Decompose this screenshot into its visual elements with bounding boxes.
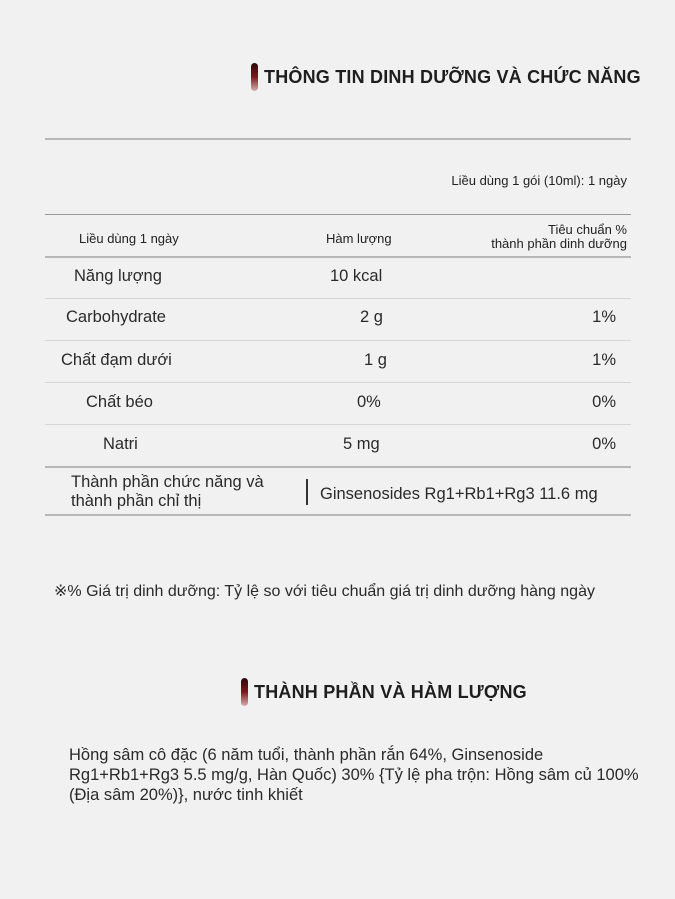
row-divider xyxy=(45,340,631,341)
nutrition-section-heading xyxy=(251,63,641,91)
table-row-amount: 1 g xyxy=(364,351,387,369)
table-row-name: Carbohydrate xyxy=(66,308,166,326)
serving-note: Liều dùng 1 gói (10ml): 1 ngày xyxy=(451,173,627,188)
table-row-amount: 5 mg xyxy=(343,435,380,453)
table-row-percent: 0% xyxy=(592,435,616,453)
table-row-amount: 10 kcal xyxy=(330,267,383,285)
ingredients-text: Hồng sâm cô đặc (6 năm tuổi, thành phần rắn 64%, Ginsenoside Rg1+Rb1+Rg3 5.5 mg/g, Hàn Quốc) 30% {Tỷ lệ pha trộn: Hồng sâm củ 100% (Địa sâm 20%)}, nước tinh khiết xyxy=(69,746,639,804)
functional-value: Ginsenosides Rg1+Rb1+Rg3 11.6 mg xyxy=(320,485,598,503)
table-bottom-divider xyxy=(45,514,631,516)
top-divider xyxy=(45,138,631,140)
table-row-amount: 0% xyxy=(357,393,381,411)
column-header-dose: Liều dùng 1 ngày xyxy=(79,231,179,246)
table-row-name: Năng lượng xyxy=(74,267,162,285)
header-top-divider xyxy=(45,214,631,215)
functional-label-line1: Thành phần chức năng và xyxy=(71,473,264,491)
functional-separator xyxy=(306,479,308,505)
ingredients-section-title: THÀNH PHẦN VÀ HÀM LƯỢNG xyxy=(254,681,527,702)
row-divider xyxy=(45,298,631,299)
table-row-percent: 1% xyxy=(592,351,616,369)
functional-label-line2: thành phần chỉ thị xyxy=(71,492,202,510)
column-header-percent-line2: thành phần dinh dưỡng xyxy=(491,236,627,251)
functional-top-divider xyxy=(45,466,631,468)
nutrition-footnote: ※% Giá trị dinh dưỡng: Tỷ lệ so với tiêu chuẩn giá trị dinh dưỡng hàng ngày xyxy=(54,583,595,600)
table-row-name: Natri xyxy=(103,435,138,453)
heading-accent-bar xyxy=(251,63,258,91)
row-divider xyxy=(45,382,631,383)
header-bottom-divider xyxy=(45,256,631,258)
column-header-percent-line1: Tiêu chuẩn % xyxy=(547,222,627,237)
table-row-percent: 1% xyxy=(592,308,616,326)
column-header-amount: Hàm lượng xyxy=(326,231,392,246)
nutrition-section-title: THÔNG TIN DINH DƯỠNG VÀ CHỨC NĂNG xyxy=(264,66,641,87)
ingredients-section-heading xyxy=(241,678,527,706)
heading-accent-bar xyxy=(241,678,248,706)
table-row-name: Chất đạm dưới xyxy=(61,351,172,369)
table-row-name: Chất béo xyxy=(86,393,153,411)
row-divider xyxy=(45,424,631,425)
table-row-amount: 2 g xyxy=(360,308,383,326)
table-row-percent: 0% xyxy=(592,393,616,411)
